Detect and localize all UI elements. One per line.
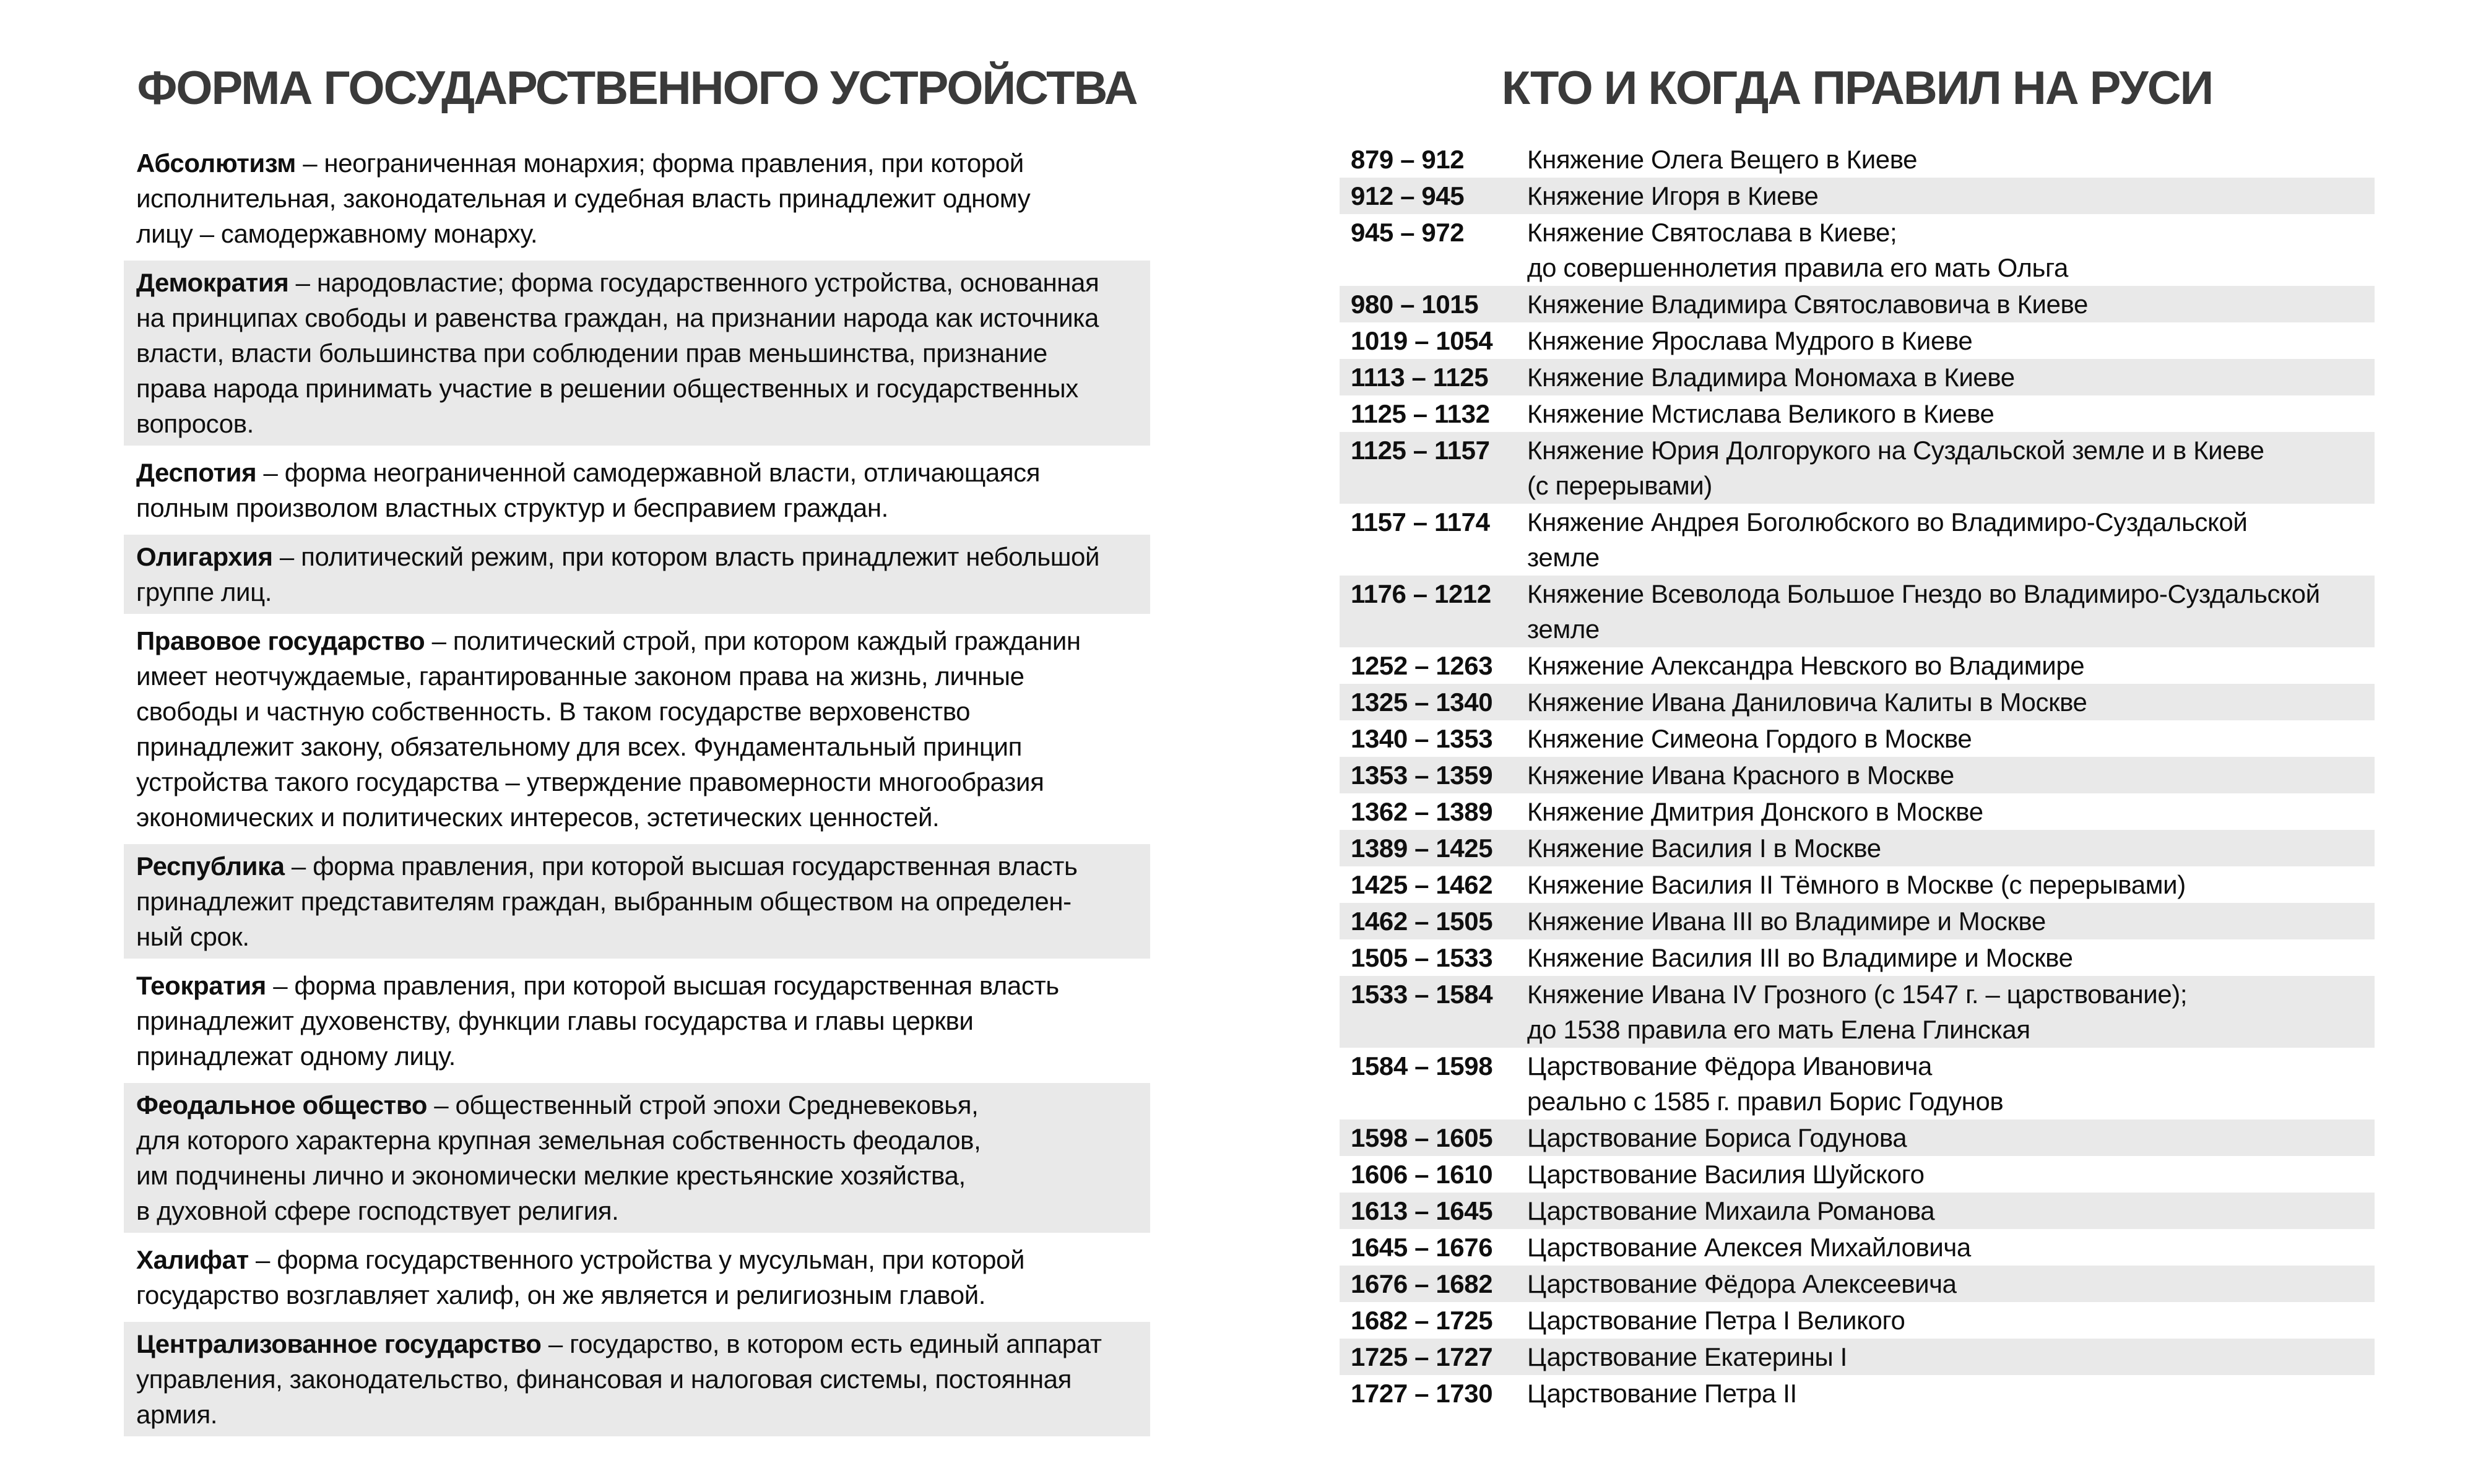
row-years: 1676 – 1682 [1351,1269,1493,1298]
definition-line: в духовной сфере господствует религия. [136,1196,619,1225]
row-event [1527,504,2363,575]
table-row [1340,214,2375,286]
row-event-line: Царствование Михаила Романова [1527,1196,1935,1225]
row-event [1527,1303,2363,1338]
row-years: 1682 – 1725 [1351,1306,1493,1335]
row-event-line: Княжение Владимира Мономаха в Киеве [1527,363,2015,392]
row-years: 1125 – 1132 [1351,399,1490,428]
definition-line: для которого характерна крупная земельная собственность феодалов, [136,1126,981,1155]
row-years: 1462 – 1505 [1351,907,1493,936]
row-years: 1019 – 1054 [1351,326,1493,355]
definition-line: исполнительная, законодательная и судебная власть принадлежит одному [136,184,1031,213]
state-forms-title: ФОРМА ГОСУДАРСТВЕННОГО УСТРОЙСТВА [137,62,1137,114]
row-event-line: Княжение Дмитрия Донского в Москве [1527,797,1983,826]
row-event [1527,1048,2363,1119]
definition-line: лицу – самодержавному монарху. [136,219,538,248]
definition-term: Централизованное государство [136,1329,542,1358]
definition-line [136,848,1138,884]
row-event [1527,940,2363,975]
table-row [1340,684,2375,720]
definition-line: принадлежит духовенству, функции главы государства и главы церкви [136,1006,974,1035]
row-event [1527,794,2363,829]
definition-item [124,619,1150,839]
table-row [1340,576,2375,647]
row-event [1527,178,2363,214]
row-event-line: Княжение Мстислава Великого в Киеве [1527,399,1994,428]
definition-line: имеет неотчуждаемые, гарантированные законом права на жизнь, личные [136,662,1024,691]
table-row [1340,939,2375,976]
table-row [1340,1229,2375,1266]
definition-line: группе лиц. [136,577,272,606]
row-years: 1113 – 1125 [1351,363,1489,392]
definition-line: армия. [136,1400,218,1429]
row-event [1527,323,2363,358]
definition-item [124,1238,1150,1317]
table-row [1340,793,2375,830]
definition-first-line-rest: – форма правления, при которой высшая государственная власть [266,971,1059,1000]
definition-item [124,141,1150,256]
definition-line: власти, власти большинства при соблюдении прав меньшинства, признание [136,339,1047,368]
row-event [1527,757,2363,793]
row-years: 945 – 972 [1351,218,1465,247]
table-row [1340,504,2375,576]
definition-term: Олигархия [136,542,273,571]
table-row [1340,830,2375,866]
row-years: 1340 – 1353 [1351,724,1493,753]
row-years: 1727 – 1730 [1351,1379,1493,1408]
row-event [1527,360,2363,395]
definition-line [136,145,1138,181]
row-event [1527,215,2363,285]
row-event [1527,287,2363,322]
table-row [1340,286,2375,322]
table-row [1340,720,2375,757]
row-event-line: (с перерывами) [1527,471,1712,500]
definition-first-line-rest: – политический строй, при котором каждый гражданин [425,626,1081,655]
row-event-line: Царствование Фёдора Алексеевича [1527,1269,1957,1298]
definition-term: Халифат [136,1245,249,1274]
row-event-line: Царствование Василия Шуйского [1527,1160,1925,1189]
table-row [1340,432,2375,504]
table-row [1340,1048,2375,1119]
table-row [1340,757,2375,793]
row-event-line: Княжение Василия II Тёмного в Москве (с перерывами) [1527,870,2186,899]
definition-term: Абсолютизм [136,149,296,178]
table-row [1340,1302,2375,1339]
table-row [1340,903,2375,939]
table-row [1340,1339,2375,1375]
table-row [1340,1193,2375,1229]
row-event [1527,977,2363,1047]
row-event [1527,576,2363,647]
row-event-line: до 1538 правила его мать Елена Глинская [1527,1015,2030,1044]
row-event [1527,721,2363,756]
definition-first-line-rest: – политический режим, при котором власть принадлежит небольшой [272,542,1100,571]
definition-first-line-rest: – форма неограниченной самодержавной власти, отличающаяся [256,458,1041,487]
definition-first-line-rest: – государство, в котором есть единый аппарат [541,1329,1102,1358]
row-years: 1645 – 1676 [1351,1233,1493,1262]
definition-term: Республика [136,852,285,881]
table-row [1340,1119,2375,1156]
section-state-forms [124,62,1150,1441]
definition-item [124,261,1150,446]
row-years: 1252 – 1263 [1351,651,1493,680]
section-rulers-timeline [1340,62,2375,1412]
row-event [1527,396,2363,431]
definition-item [124,451,1150,530]
row-event-line: Княжение Симеона Гордого в Москве [1527,724,1972,753]
definition-line: вопросов. [136,409,254,438]
row-event-line: Княжение Ивана Даниловича Калиты в Москве [1527,688,2087,717]
definition-item [124,1083,1150,1233]
table-row [1340,647,2375,684]
definition-line: полным произволом властных структур и бесправием граждан. [136,493,888,522]
row-event-line: Княжение Андрея Боголюбского во Владимиро-Суздальской [1527,507,2248,537]
row-years: 1598 – 1605 [1351,1123,1493,1152]
row-event-line: Княжение Ивана IV Грозного (с 1547 г. – царствование); [1527,980,2188,1009]
timeline-table [1340,141,2375,1412]
row-event [1527,1120,2363,1155]
table-row [1340,178,2375,214]
definition-item [124,535,1150,614]
definition-line: управления, законодательство, финансовая и налоговая системы, постоянная [136,1365,1072,1394]
row-event [1527,1376,2363,1411]
definition-line: права народа принимать участие в решении общественных и государственных [136,374,1078,403]
row-event-line: земле [1527,615,1600,644]
definition-line: принадлежит представителям граждан, выбранным обществом на определен- [136,887,1072,916]
rulers-timeline-title: КТО И КОГДА ПРАВИЛ НА РУСИ [1501,62,2213,114]
row-event-line: Княжение Василия III во Владимире и Москве [1527,943,2073,972]
row-event [1527,1339,2363,1374]
table-row [1340,141,2375,178]
row-event [1527,142,2363,177]
row-event-line: Царствование Алексея Михайловича [1527,1233,1971,1262]
row-event-line: Княжение Игоря в Киеве [1527,181,1819,210]
definition-line: принадлежит закону, обязательному для всех. Фундаментальный принцип [136,732,1022,761]
definition-line: им подчинены лично и экономически мелкие крестьянские хозяйства, [136,1161,966,1190]
definition-line [136,968,1138,1003]
row-event [1527,830,2363,866]
definition-line [136,623,1138,658]
table-row [1340,976,2375,1048]
row-event-line: Царствование Бориса Годунова [1527,1123,1907,1152]
row-years: 879 – 912 [1351,145,1465,174]
definitions-list [124,141,1150,1436]
definition-line [136,1087,1138,1123]
row-event-line: Княжение Василия I в Москве [1527,834,1881,863]
definition-line: свободы и частную собственность. В таком государстве верховенство [136,697,971,726]
row-event-line: реально с 1585 г. правил Борис Годунов [1527,1087,2004,1116]
row-event-line: Княжение Юрия Долгорукого на Суздальской земле и в Киеве [1527,436,2264,465]
row-event [1527,1266,2363,1301]
definition-line: ный срок. [136,922,249,951]
row-event-line: Царствование Фёдора Ивановича [1527,1051,1932,1081]
definition-term: Теократия [136,971,266,1000]
definition-line [136,455,1138,490]
definition-term: Феодальное общество [136,1090,427,1119]
definition-item [124,844,1150,959]
row-years: 1613 – 1645 [1351,1196,1493,1225]
definition-line [136,1326,1138,1361]
definition-line [136,265,1138,300]
row-event [1527,1230,2363,1265]
row-years: 1425 – 1462 [1351,870,1493,899]
definition-line [136,1242,1138,1277]
definition-line: экономических и политических интересов, эстетических ценностей. [136,803,940,832]
row-years: 1533 – 1584 [1351,980,1493,1009]
row-years: 912 – 945 [1351,181,1465,210]
row-event-line: Княжение Ивана III во Владимире и Москве [1527,907,2046,936]
row-years: 1362 – 1389 [1351,797,1493,826]
row-years: 1125 – 1157 [1351,436,1490,465]
definition-item [124,964,1150,1078]
definition-term: Деспотия [136,458,257,487]
row-event [1527,904,2363,939]
row-event-line: Княжение Олега Вещего в Киеве [1527,145,1918,174]
definition-term: Правовое государство [136,626,425,655]
definition-line: государство возглавляет халиф, он же является и религиозным главой. [136,1280,986,1309]
row-event-line: Княжение Святослава в Киеве; [1527,218,1897,247]
row-event [1527,433,2363,503]
row-event [1527,1157,2363,1192]
definition-first-line-rest: – народовластие; форма государственного устройства, основанная [288,268,1099,297]
definition-first-line-rest: – неограниченная монархия; форма правления, при которой [295,149,1024,178]
row-years: 1725 – 1727 [1351,1342,1493,1371]
row-years: 1389 – 1425 [1351,834,1493,863]
row-event-line: Княжение Ярослава Мудрого в Киеве [1527,326,1973,355]
row-event-line: Княжение Александра Невского во Владимире [1527,651,2085,680]
row-years: 1176 – 1212 [1351,579,1491,608]
row-event-line: Княжение Всеволода Большое Гнездо во Владимиро-Суздальской [1527,579,2320,608]
row-event-line: Княжение Ивана Красного в Москве [1527,761,1954,790]
table-row [1340,322,2375,359]
definition-line: устройства такого государства – утверждение правомерности многообразия [136,767,1044,796]
row-years: 1325 – 1340 [1351,688,1493,717]
definition-first-line-rest: – форма государственного устройства у мусульман, при которой [248,1245,1025,1274]
table-row [1340,1375,2375,1412]
row-event [1527,648,2363,683]
definition-item [124,1322,1150,1436]
row-years: 1353 – 1359 [1351,761,1493,790]
row-event [1527,1193,2363,1228]
definition-first-line-rest: – общественный строй эпохи Средневековья, [427,1090,979,1119]
row-years: 1584 – 1598 [1351,1051,1493,1081]
row-event-line: Царствование Петра I Великого [1527,1306,1905,1335]
definition-first-line-rest: – форма правления, при которой высшая государственная власть [284,852,1078,881]
row-years: 980 – 1015 [1351,290,1479,319]
table-row [1340,359,2375,395]
table-row [1340,395,2375,432]
row-event [1527,867,2363,902]
definition-line: на принципах свободы и равенства граждан, на признании народа как источника [136,303,1099,332]
row-event-line: земле [1527,543,1600,572]
definition-line [136,539,1138,574]
table-row [1340,1156,2375,1193]
row-years: 1606 – 1610 [1351,1160,1493,1189]
definition-term: Демократия [136,268,289,297]
row-event-line: Княжение Владимира Святославовича в Киеве [1527,290,2088,319]
definition-line: принадлежат одному лицу. [136,1042,456,1071]
row-event-line: Царствование Екатерины I [1527,1342,1847,1371]
row-years: 1157 – 1174 [1351,507,1490,537]
row-event-line: до совершеннолетия правила его мать Ольга [1527,253,2068,282]
row-event [1527,684,2363,720]
table-row [1340,866,2375,903]
table-row [1340,1266,2375,1302]
row-years: 1505 – 1533 [1351,943,1493,972]
row-event-line: Царствование Петра II [1527,1379,1797,1408]
